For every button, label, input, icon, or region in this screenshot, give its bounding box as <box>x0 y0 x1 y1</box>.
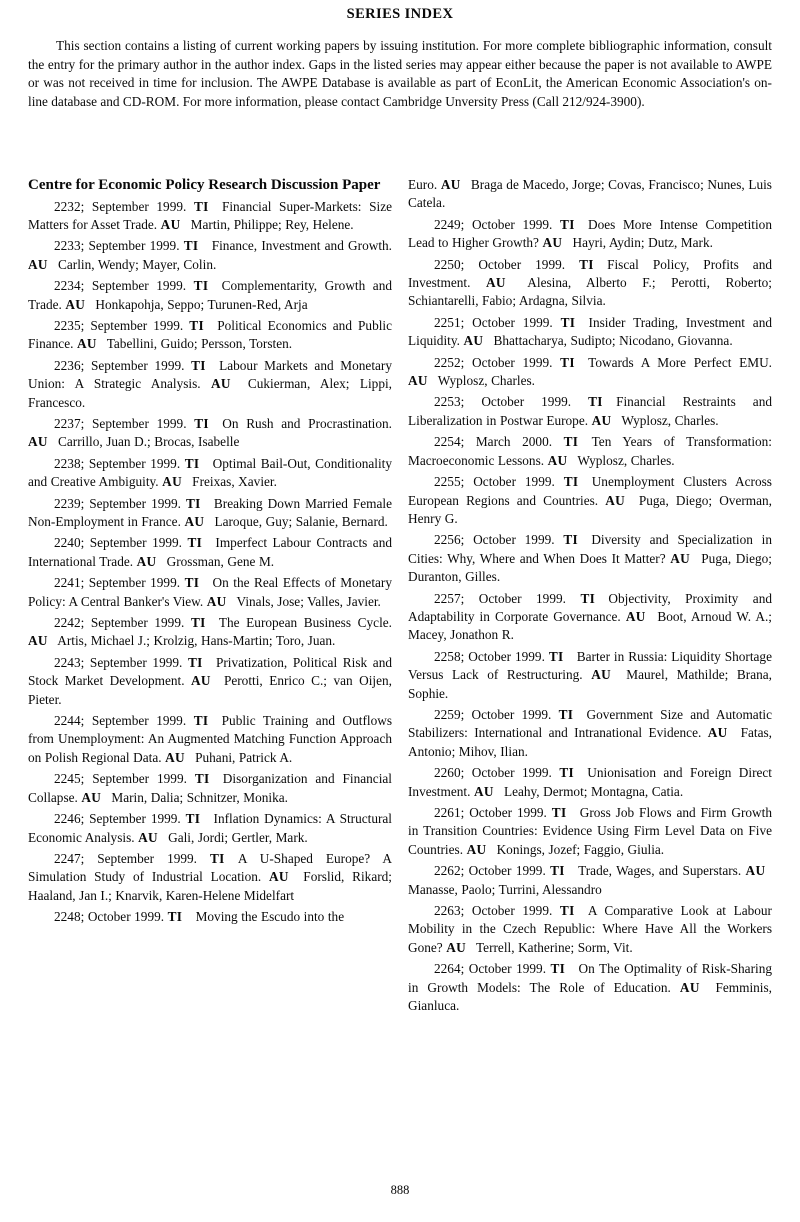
entry-title: Gross Job Flows and Firm Growth in Transition Countries: Evidence Using Firm Level Data on Five Countries. <box>408 805 772 857</box>
entry-id: 2256 <box>434 532 461 548</box>
au-tag: AU <box>440 177 461 192</box>
au-tag: AU <box>485 275 506 291</box>
entry-id: 2248 <box>54 909 81 925</box>
entry-date: October 1999. <box>472 354 553 370</box>
page-title: SERIES INDEX <box>346 6 454 22</box>
entry-authors: Marin, Dalia; Schnitzer, Monika. <box>111 789 288 805</box>
index-entry-continuation <box>408 176 772 213</box>
index-entry: 2241; September 1999. TI On the Real Effects of Monetary Policy: A Central Banker's View. AU Vinals, Jose; Valles, Javier. <box>28 575 393 609</box>
entry-date: September 1999. <box>89 654 183 670</box>
entry-date: October 1999. <box>471 903 553 919</box>
document-page <box>0 6 800 1222</box>
au-tag: AU <box>206 593 227 609</box>
ti-tag: TI <box>189 317 204 333</box>
entry-id: 2259 <box>434 706 461 722</box>
entry-date: September 1999. <box>88 575 181 591</box>
entry-authors: Artis, Michael J.; Krolzig, Hans-Martin; Toro, Juan. <box>57 633 336 649</box>
index-entry: 2240; September 1999. TI Imperfect Labour Contracts and International Trade. AU Grossman, Gene M. <box>28 535 392 569</box>
entry-title: Disorganization and Financial Collapse. <box>28 771 393 805</box>
entry-title: Political Economics and Public Finance. <box>28 317 393 352</box>
ti-tag: TI <box>187 654 203 670</box>
entry-title: Public Training and Outflows from Unemployment: An Augmented Matching Function Approach on Polish Regional Data. <box>28 713 393 765</box>
entry-id: 2245 <box>54 771 81 787</box>
section-heading-cepr: Centre for Economic Policy Research Discussion Paper <box>28 177 381 193</box>
entry-authors: Forslid, Rikard; Haaland, Jan I.; Knarvik, Karen-Helene Midelfart <box>28 869 392 903</box>
au-tag: AU <box>591 412 612 428</box>
entry-authors: Konings, Jozef; Faggio, Giulia. <box>496 841 665 857</box>
index-entry: 2233; September 1999. TI Finance, Investment and Growth. AU Carlin, Wendy; Mayer, Colin. <box>28 238 393 272</box>
entry-title: Inflation Dynamics: A Structural Economic Analysis. <box>28 811 393 845</box>
index-entry: 2248; October 1999. TI Moving the Escudo into the <box>54 909 345 925</box>
index-entry: 2245; September 1999. TI Disorganization and Financial Collapse. AU Marin, Dalia; Schnitzer, Monika. <box>28 771 393 805</box>
index-entry: 2236; September 1999. TI Labour Markets and Monetary Union: A Strategic Analysis. AU Cukierman, Alex; Lippi, Francesco. <box>28 357 393 410</box>
entry-id: 2243 <box>54 654 81 670</box>
ti-tag: TI <box>187 535 203 551</box>
entry-date: September 1999. <box>90 357 185 373</box>
ti-tag: TI <box>209 850 225 866</box>
entry-id: 2244 <box>54 713 81 729</box>
ti-tag: TI <box>193 278 209 294</box>
au-tag: AU <box>591 667 612 683</box>
ti-tag: TI <box>560 354 575 370</box>
entry-date: October 1999. <box>472 314 553 330</box>
au-tag: AU <box>184 514 205 529</box>
ti-tag: TI <box>184 455 200 471</box>
au-tag: AU <box>547 452 568 468</box>
index-entry: 2232; September 1999. TI Financial Super-Markets: Size Matters for Asset Trade. AU Martin, Philippe; Rey, Helene. <box>28 198 393 232</box>
entry-authors: Gali, Jordi; Gertler, Mark. <box>168 829 308 845</box>
ti-tag: TI <box>580 590 596 606</box>
index-entry: 2256; October 1999. TI Diversity and Specialization in Cities: Why, Where and When Does It Matter? AU Puga, Diego; Duranton, Gilles. <box>408 532 772 585</box>
entry-id: 2238 <box>54 455 81 471</box>
index-entry: 2252; October 1999. TI Towards A More Perfect EMU. AU Wyplosz, Charles. <box>408 354 773 389</box>
intro-paragraph: This section contains a listing of current working papers by issuing institution. For more complete bibliographic information, consult the entry for the primary author in the author index. Gaps in the listed series may appear either because the paper is not available to AWPE or was not received in time for inclusion. The AWPE Database is available as part of EconLit, the American Economic Association's on-line database and CD-ROM. For more information, please contact Cambridge Unversity Press (Call 212/924-3900). <box>28 38 772 109</box>
entry-date: October 1999. <box>473 532 555 548</box>
entry-date: October 1999. <box>478 256 566 272</box>
entry-date: September 1999. <box>90 615 185 631</box>
entry-date: September 1999. <box>89 495 181 511</box>
index-entry: 2260; October 1999. TI Unionisation and Foreign Direct Investment. AU Leahy, Dermot; Montagna, Catia. <box>408 765 773 799</box>
entry-id: 2246 <box>54 811 81 827</box>
au-tag: AU <box>28 256 48 272</box>
entry-authors: Alesina, Alberto F.; Perotti, Roberto; Schiantarelli, Fabio; Ardagna, Silvia. <box>408 275 772 309</box>
entry-date: September 1999. <box>92 771 187 787</box>
entry-id: 2252 <box>434 354 461 370</box>
au-tag: AU <box>707 725 728 741</box>
entry-title: Objectivity, Proximity and Adaptability in Corporate Governance. <box>408 590 772 624</box>
entry-title: Unionisation and Foreign Direct Investment. <box>408 765 773 799</box>
ti-tag: TI <box>560 314 576 330</box>
ti-tag: TI <box>563 532 579 548</box>
entry-title: Finance, Investment and Growth. <box>211 238 393 254</box>
au-tag: AU <box>191 673 211 689</box>
entry-date: October 1999. <box>481 394 572 410</box>
au-tag: AU <box>81 789 102 805</box>
entry-title: Barter in Russia: Liquidity Shortage Versus Lack of Restructuring. <box>408 648 772 683</box>
entry-id: 2237 <box>54 415 81 431</box>
entry-id: 2241 <box>54 575 81 591</box>
au-tag: AU <box>165 749 185 765</box>
entry-authors: Puga, Diego; Overman, Henry G. <box>408 492 772 526</box>
entry-authors: Manasse, Paolo; Turrini, Alessandro <box>408 881 602 897</box>
ti-tag: TI <box>551 805 567 820</box>
entry-title: On Rush and Procrastination. <box>222 415 393 431</box>
entry-date: October 1999. <box>473 474 555 490</box>
entry-id: 2261 <box>434 805 461 820</box>
entry-authors: Wyplosz, Charles. <box>621 412 719 428</box>
ti-tag: TI <box>559 903 575 919</box>
entry-id: 2263 <box>434 903 461 919</box>
entry-authors: Puhani, Patrick A. <box>195 749 293 765</box>
entry-title: Complementarity, Growth and Trade. <box>28 278 392 312</box>
index-entry: 2242; September 1999. TI The European Business Cycle. AU Artis, Michael J.; Krolzig, Hans-Martin; Toro, Juan. <box>28 615 392 649</box>
entry-id: 2258 <box>434 648 461 664</box>
right-column <box>408 176 772 1018</box>
entry-title: Privatization, Political Risk and Stock Market Development. <box>28 654 393 689</box>
entry-date: September 1999. <box>88 238 180 254</box>
entry-date: October 1999. <box>471 765 552 781</box>
entry-authors: Puga, Diego; Duranton, Gilles. <box>408 550 772 585</box>
entry-authors: Wyplosz, Charles. <box>437 373 536 389</box>
entry-id: 2233 <box>54 238 81 254</box>
entry-authors: Honkapohja, Seppo; Turunen-Red, Arja <box>95 296 308 312</box>
index-entry: 2255; October 1999. TI Unemployment Clusters Across European Regions and Countries. AU Puga, Diego; Overman, Henry G. <box>408 474 772 526</box>
au-tag: AU <box>138 829 158 845</box>
au-tag: AU <box>473 783 494 799</box>
index-entry: 2261; October 1999. TI Gross Job Flows and Firm Growth in Transition Countries: Evidence Using Firm Level Data on Five Countries. AU Konings, Jozef; Faggio, Giulia. <box>408 805 772 857</box>
index-entry: 2254; March 2000. TI Ten Years of Transformation: Macroeconomic Lessons. AU Wyplosz, Charles. <box>408 434 772 468</box>
left-entry-list <box>28 198 392 927</box>
ti-tag: TI <box>550 863 565 879</box>
entry-id: 2234 <box>54 278 81 294</box>
entry-title: Imperfect Labour Contracts and International Trade. <box>28 535 392 569</box>
index-entry: 2246; September 1999. TI Inflation Dynamics: A Structural Economic Analysis. AU Gali, Jordi; Gertler, Mark. <box>28 811 393 845</box>
entry-date: September 1999. <box>91 278 187 294</box>
entry-id: 2240 <box>54 535 81 551</box>
au-tag: AU <box>679 979 700 995</box>
ti-tag: TI <box>559 765 574 781</box>
entry-title: Moving the Escudo into the <box>195 909 345 925</box>
entry-title: Trade, Wages, and Superstars. <box>578 863 742 879</box>
entry-title: A Comparative Look at Labour Mobility in the Czech Republic: Where Have All the Workers Gone? <box>408 903 772 955</box>
entry-authors: Braga de Macedo, Jorge; Covas, Francisco; Nunes, Luis Catela. <box>408 177 772 211</box>
entry-authors: Hayri, Aydin; Dutz, Mark. <box>572 235 713 251</box>
entry-date: September 1999. <box>97 850 197 866</box>
entry-date: March 2000. <box>475 434 553 450</box>
ti-tag: TI <box>185 811 201 827</box>
entry-id: 2242 <box>54 615 81 631</box>
entry-id: 2232 <box>54 198 81 214</box>
au-tag: AU <box>136 553 157 569</box>
ti-tag: TI <box>194 415 209 431</box>
entry-date: October 1999. <box>468 863 546 879</box>
au-tag: AU <box>162 474 182 490</box>
ti-tag: TI <box>194 771 210 787</box>
entry-title: Breaking Down Married Female Non-Employment in France. <box>28 495 393 529</box>
index-entry: 2247; September 1999. TI A U-Shaped Europe? A Simulation Study of Industrial Location. AU Forslid, Rikard; Haaland, Jan I.; Knarvik, Karen-Helene Midelfart <box>28 850 393 903</box>
entry-date: October 1999. <box>468 961 547 977</box>
ti-tag: TI <box>563 474 579 490</box>
entry-authors: Terrell, Katherine; Sorm, Vit. <box>475 939 633 955</box>
entry-id: 2236 <box>54 357 81 373</box>
ti-tag: TI <box>184 575 200 591</box>
entry-id: 2254 <box>434 434 461 450</box>
entry-title: Labour Markets and Monetary Union: A Strategic Analysis. <box>28 357 393 392</box>
entry-date: September 1999. <box>89 535 182 551</box>
entry-date: September 1999. <box>89 811 181 827</box>
entry-authors: Perotti, Enrico C.; van Oijen, Pieter. <box>28 673 392 707</box>
entry-id: 2260 <box>434 765 461 781</box>
ti-tag: TI <box>167 909 183 925</box>
entry-title: Diversity and Specialization in Cities: Why, Where and When Does It Matter? <box>408 532 772 566</box>
au-tag: AU <box>446 939 467 955</box>
ti-tag: TI <box>191 357 206 373</box>
entry-title: Fiscal Policy, Profits and Investment. <box>408 256 772 291</box>
entry-id: 2247 <box>54 850 81 866</box>
ti-tag: TI <box>548 648 564 664</box>
entry-authors: Vinals, Jose; Valles, Javier. <box>236 593 381 609</box>
au-tag: AU <box>269 869 289 885</box>
entry-authors: Bhattacharya, Sudipto; Nicodano, Giovanna. <box>493 333 733 349</box>
index-entry: 2237; September 1999. TI On Rush and Procrastination. AU Carrillo, Juan D.; Brocas, Isabelle <box>28 415 393 450</box>
entry-title: Unemployment Clusters Across European Regions and Countries. <box>408 474 772 508</box>
entry-id: 2251 <box>434 314 461 330</box>
index-entry: 2250; October 1999. TI Fiscal Policy, Profits and Investment. AU Alesina, Alberto F.; Perotti, Roberto; Schiantarelli, Fabio; Ardagna, Silvia. <box>408 256 772 309</box>
index-entry: 2235; September 1999. TI Political Economics and Public Finance. AU Tabellini, Guido; Persson, Torsten. <box>28 317 393 352</box>
index-entry: 2244; September 1999. TI Public Training and Outflows from Unemployment: An Augmented Matching Function Approach on Polish Regional Data. AU Puhani, Patrick A. <box>28 713 393 765</box>
entry-title: Financial Super-Markets: Size Matters for Asset Trade. <box>28 198 393 232</box>
entry-authors: Maurel, Mathilde; Brana, Sophie. <box>408 667 772 701</box>
index-entry: 2257; October 1999. TI Objectivity, Proximity and Adaptability in Corporate Governance. AU Boot, Arnoud W. A.; Macey, Jonathon R. <box>408 590 772 643</box>
entry-title: The European Business Cycle. <box>218 615 392 631</box>
entry-authors: Martin, Philippe; Rey, Helene. <box>190 216 354 232</box>
entry-date: September 1999. <box>91 198 187 214</box>
index-entry: 2263; October 1999. TI A Comparative Look at Labour Mobility in the Czech Republic: Where Have All the Workers Gone? AU Terrell, Katherine; Sorm, Vit. <box>408 903 772 955</box>
entry-authors: Carlin, Wendy; Mayer, Colin. <box>58 256 217 272</box>
page-number: 888 <box>390 1183 410 1197</box>
index-entry: 2258; October 1999. TI Barter in Russia: Liquidity Shortage Versus Lack of Restructuring. AU Maurel, Mathilde; Brana, Sophie. <box>408 648 772 701</box>
entry-id: 2262 <box>434 863 461 879</box>
index-entry: 2243; September 1999. TI Privatization, Political Risk and Stock Market Development. AU Perotti, Enrico C.; van Oijen, Pieter. <box>28 654 393 707</box>
entry-id: 2239 <box>54 495 81 511</box>
ti-tag: TI <box>550 961 566 977</box>
entry-authors: Freixas, Xavier. <box>192 474 277 490</box>
entry-title: On the Real Effects of Monetary Policy: A Central Banker's View. <box>28 575 393 609</box>
ti-tag: TI <box>588 394 603 410</box>
entry-authors: Fatas, Antonio; Mihov, Ilian. <box>408 725 772 759</box>
au-tag: AU <box>160 216 181 232</box>
entry-id: 2235 <box>54 317 81 333</box>
right-entry-list <box>408 216 772 1016</box>
entry-date: September 1999. <box>88 455 181 471</box>
entry-continuation <box>408 176 772 213</box>
au-tag: AU <box>28 434 48 450</box>
au-tag: AU <box>745 863 766 879</box>
ti-tag: TI <box>185 495 201 511</box>
left-column <box>28 176 392 1018</box>
entry-date: October 1999. <box>469 805 547 820</box>
entry-title: Ten Years of Transformation: Macroeconomic Lessons. <box>408 434 772 468</box>
entry-title: Towards A More Perfect EMU. <box>588 354 773 370</box>
au-tag: AU <box>408 373 428 389</box>
two-column-body <box>28 176 772 1018</box>
au-tag: AU <box>28 633 48 649</box>
au-tag: AU <box>466 841 487 857</box>
entry-title: Optimal Bail-Out, Conditionality and Creative Ambiguity. <box>28 455 392 490</box>
entry-title: Does More Intense Competition Lead to Higher Growth? <box>408 216 772 251</box>
au-tag: AU <box>542 235 563 251</box>
au-tag: AU <box>670 550 691 566</box>
entry-title-tail: Euro. <box>408 177 438 192</box>
ti-tag: TI <box>560 216 575 232</box>
entry-date: September 1999. <box>92 415 187 431</box>
entry-date: September 1999. <box>90 317 184 333</box>
ti-tag: TI <box>193 713 209 729</box>
index-entry: 2238; September 1999. TI Optimal Bail-Out, Conditionality and Creative Ambiguity. AU Freixas, Xavier. <box>28 455 392 490</box>
entry-authors: Wyplosz, Charles. <box>577 452 675 468</box>
entry-authors: Carrillo, Juan D.; Brocas, Isabelle <box>58 434 240 450</box>
entry-id: 2249 <box>434 216 461 232</box>
entry-id: 2257 <box>434 590 461 606</box>
index-entry: 2259; October 1999. TI Government Size and Automatic Stabilizers: International and Intranational Evidence. AU Fatas, Antonio; Mihov, Ilian. <box>408 706 773 759</box>
ti-tag: TI <box>558 706 574 722</box>
entry-title: A U-Shaped Europe? A Simulation Study of Industrial Location. <box>28 850 393 885</box>
index-entry: 2264; October 1999. TI On The Optimality of Risk-Sharing in Growth Models: The Role of Education. AU Femminis, Gianluca. <box>408 961 772 1014</box>
au-tag: AU <box>463 333 484 349</box>
au-tag: AU <box>211 376 231 392</box>
au-tag: AU <box>605 492 626 508</box>
ti-tag: TI <box>183 238 199 254</box>
entry-authors: Femminis, Gianluca. <box>408 979 772 1014</box>
index-entry: 2249; October 1999. TI Does More Intense Competition Lead to Higher Growth? AU Hayri, Aydin; Dutz, Mark. <box>408 216 772 251</box>
entry-id: 2264 <box>434 961 461 977</box>
index-entry: 2251; October 1999. TI Insider Trading, Investment and Liquidity. AU Bhattacharya, Sudipto; Nicodano, Giovanna. <box>408 314 772 349</box>
index-entry: 2262; October 1999. TI Trade, Wages, and Superstars. AU Manasse, Paolo; Turrini, Alessandro <box>408 863 766 897</box>
index-entry: 2234; September 1999. TI Complementarity, Growth and Trade. AU Honkapohja, Seppo; Turunen-Red, Arja <box>28 278 392 312</box>
au-tag: AU <box>625 608 646 624</box>
entry-id: 2255 <box>434 474 461 490</box>
entry-authors: Tabellini, Guido; Persson, Torsten. <box>106 336 293 352</box>
entry-authors: Laroque, Guy; Salanie, Bernard. <box>214 514 388 529</box>
entry-authors: Grossman, Gene M. <box>166 553 275 569</box>
entry-date: October 1999. <box>87 909 165 925</box>
entry-title: Government Size and Automatic Stabilizers: International and Intranational Evidence. <box>408 706 773 741</box>
entry-date: October 1999. <box>478 590 566 606</box>
au-tag: AU <box>65 296 86 312</box>
entry-title: On The Optimality of Risk-Sharing in Growth Models: The Role of Education. <box>408 961 772 995</box>
entry-id: 2253 <box>434 394 461 410</box>
ti-tag: TI <box>190 615 206 631</box>
ti-tag: TI <box>193 198 209 214</box>
index-entry: 2253; October 1999. TI Financial Restraints and Liberalization in Postwar Europe. AU Wyplosz, Charles. <box>408 394 772 428</box>
entry-authors: Leahy, Dermot; Montagna, Catia. <box>503 783 684 799</box>
ti-tag: TI <box>579 256 594 272</box>
entry-date: October 1999. <box>471 706 552 722</box>
entry-authors: Cukierman, Alex; Lippi, Francesco. <box>28 376 392 410</box>
entry-id: 2250 <box>434 256 461 272</box>
entry-date: October 1999. <box>471 216 553 232</box>
ti-tag: TI <box>563 434 579 450</box>
index-entry: 2239; September 1999. TI Breaking Down Married Female Non-Employment in France. AU Laroque, Guy; Salanie, Bernard. <box>28 495 393 529</box>
entry-authors: Boot, Arnoud W. A.; Macey, Jonathon R. <box>408 608 772 643</box>
entry-title: Financial Restraints and Liberalization in Postwar Europe. <box>408 394 772 428</box>
au-tag: AU <box>76 336 97 352</box>
entry-title: Insider Trading, Investment and Liquidity. <box>408 314 772 349</box>
entry-date: October 1999. <box>468 648 545 664</box>
entry-date: September 1999. <box>91 713 187 729</box>
